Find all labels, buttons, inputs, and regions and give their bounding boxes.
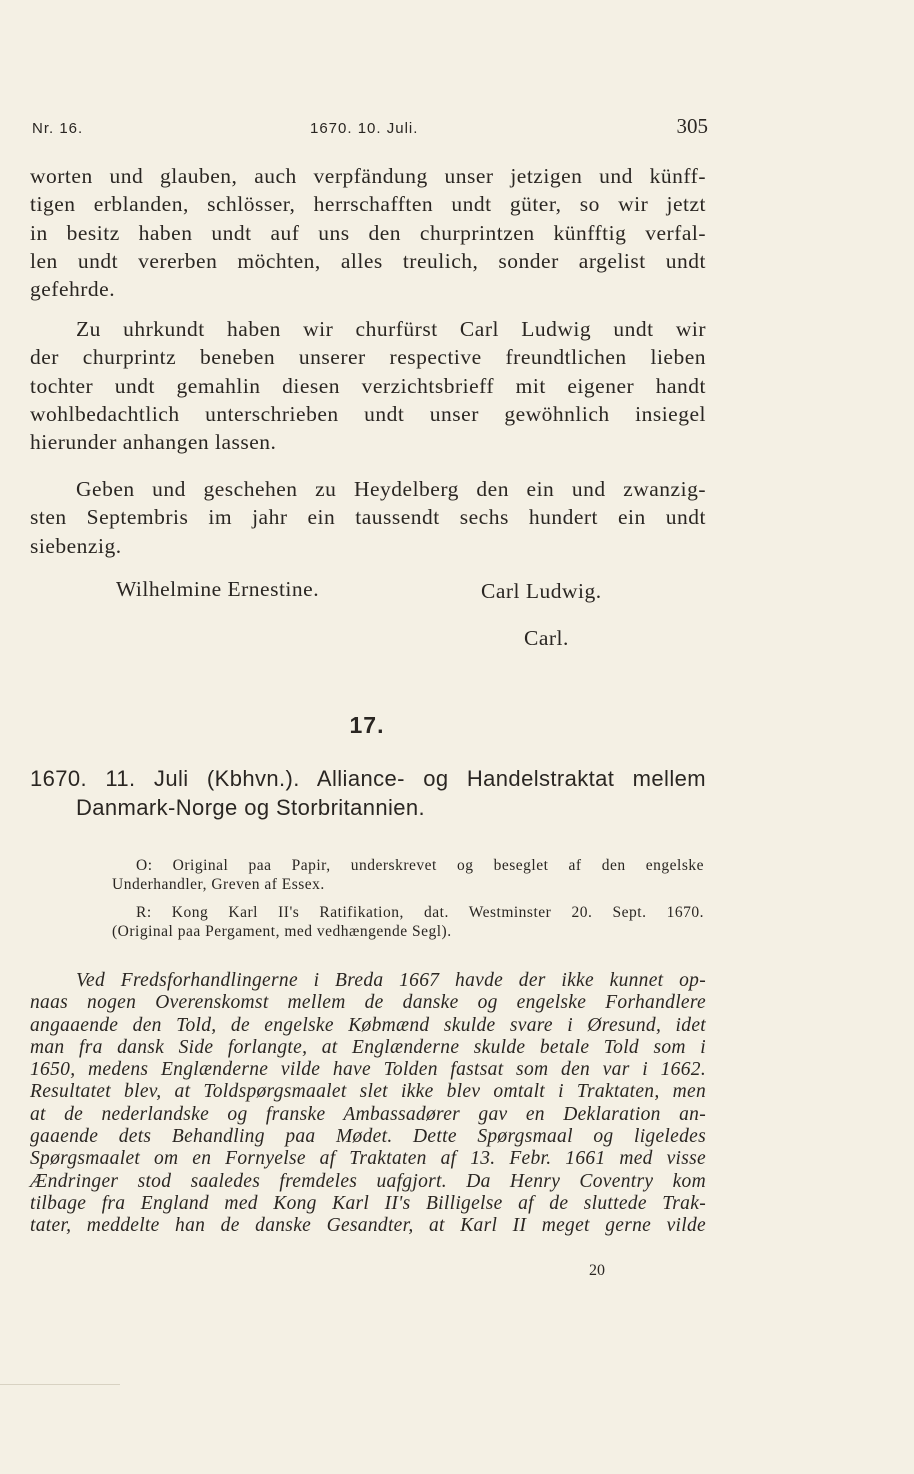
heading-line: Danmark-Norge og Storbritannien. (76, 795, 426, 820)
paragraph-line: sten Septembris im jahr ein taussendt sechs hundert ein undt (30, 505, 706, 530)
signature-wilhelmine: Wilhelmine Ernestine. (116, 577, 320, 601)
intro-line: Spørgsmaalet om en Fornyelse af Traktaten af 13. Febr. 1661 med visse (30, 1148, 706, 1170)
intro-line: Ændringer stod saaledes fremdeles uafgjort. Da Henry Coventry kom (30, 1170, 706, 1192)
paragraph-line: worten und glauben, auch verpfändung unser jetzigen und künff- (30, 164, 706, 188)
signature-carl-ludwig: Carl Ludwig. (481, 579, 602, 603)
intro-line: man fra dansk Side forlangte, at Englænderne skulde betale Told som i (30, 1036, 706, 1058)
source-original (112, 856, 704, 894)
header-document-number: Nr. 16. (32, 120, 84, 137)
paragraph-line: Zu uhrkundt haben wir churfürst Carl Ludwig undt wir (76, 317, 706, 341)
page-number: 305 (676, 114, 708, 138)
paragraph-line: tochter undt gemahlin diesen verzichtsbrieff mit eigener handt (30, 373, 706, 398)
running-header (32, 114, 708, 142)
source-line: R: Kong Karl II's Ratifikation, dat. Westminster 20. Sept. 1670. (136, 904, 704, 921)
paragraph-line: der churprintz beneben unserer respective freundtlichen lieben (30, 345, 706, 370)
intro-line: Resultatet blev, at Toldspørgsmaalet slet ikke blev omtalt i Traktaten, men (30, 1081, 706, 1103)
intro-line: tater, meddelte han de danske Gesandter, at Karl II meget gerne vilde (30, 1215, 706, 1237)
intro-line: angaaende den Told, de engelske Købmænd skulde svare i Øresund, idet (30, 1014, 706, 1036)
source-line: (Original paa Pergament, med vedhængende Segl). (112, 923, 452, 940)
intro-line: tilbage fra England med Kong Karl II's Billigelse af de sluttede Trak- (30, 1192, 706, 1214)
document-heading (30, 764, 706, 822)
paragraph-line: hierunder anhangen lassen. (30, 430, 277, 455)
editorial-introduction (30, 970, 706, 1238)
printer-signature-mark: 20 (589, 1262, 605, 1279)
paragraph-line: siebenzig. (30, 533, 122, 558)
paragraph-line: in besitz haben undt auf uns den churprintzen künfftig verfal- (30, 220, 706, 245)
source-ratification (112, 903, 704, 941)
source-line: Underhandler, Greven af Essex. (112, 876, 325, 893)
page-edge-mark (0, 1384, 120, 1385)
header-date: 1670. 10. Juli. (310, 120, 419, 137)
heading-line: 1670. 11. Juli (Kbhvn.). Alliance- og Handelstraktat mellem (30, 766, 706, 791)
document-number: 17. (349, 712, 385, 738)
paragraph-2 (30, 315, 706, 456)
paragraph-line: wohlbedachtlich unterschrieben undt unser gewöhnlich insiegel (30, 401, 706, 426)
signature-carl: Carl. (524, 626, 569, 650)
paragraph-line: gefehrde. (30, 277, 116, 302)
intro-line: naas nogen Overenskomst mellem de danske og engelske Forhandlere (30, 992, 706, 1014)
source-line: O: Original paa Papir, underskrevet og beseglet af den engelske (136, 857, 704, 874)
paragraph-line: Geben und geschehen zu Heydelberg den ein und zwanzig- (76, 477, 706, 501)
intro-line: gaaende dets Behandling paa Mødet. Dette Spørgsmaal og ligeledes (30, 1126, 706, 1148)
intro-line: 1650, medens Englænderne vilde have Tolden fastsat som den var i 1662. (30, 1059, 706, 1081)
paragraph-1 (30, 162, 706, 303)
paragraph-3 (30, 475, 706, 560)
intro-line: at de nederlandske og franske Ambassadører gav en Deklaration an- (30, 1103, 706, 1125)
paragraph-line: tigen erblanden, schlösser, herrschafften undt güter, so wir jetzt (30, 192, 706, 217)
intro-line: Ved Fredsforhandlingerne i Breda 1667 havde der ikke kunnet op- (76, 970, 706, 991)
paragraph-line: len undt vererben möchten, alles treulich, sonder argelist undt (30, 248, 706, 273)
